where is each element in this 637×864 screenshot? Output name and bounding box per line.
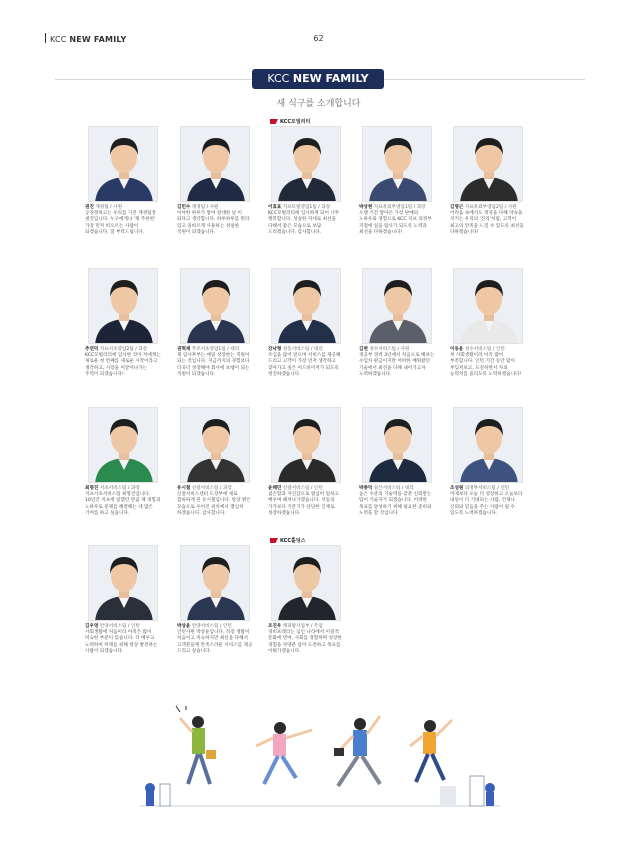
member-description: 조심을 많이 앞으며 서비스를 제공해 드리고 고객이 가장 먼저 생각하고 찾아가고 싶은 어드바이저가 되도록 정진하겠습니다.: [268, 353, 341, 377]
member-photo: [180, 545, 250, 621]
member-info: [85, 347, 161, 378]
member-description: 첫 사회생활이라 아직 많이 부족합니다. 인턴 기간 동안 많이 부딪쳐보고, 도전하면서 자의 능력치를 올리도록 노력하겠습니다!: [450, 353, 522, 377]
title-badge: [252, 69, 384, 89]
member-name: 추연덕: [85, 347, 99, 352]
member-card: [177, 407, 253, 517]
member-photo: [180, 268, 250, 344]
logo-label: KCC모빌리티: [280, 119, 311, 125]
portrait-icon: [454, 127, 523, 202]
member-name: 윤해민: [268, 486, 282, 491]
member-photo: [88, 545, 158, 621]
member-card: [268, 545, 344, 655]
member-description: 경공부 경력 3년에서 처음으로 해보는 수입차 판금이지만 어떠한 배워왔던 기술에서 최선을 다해 내어가고자 노력하겠습니다.: [359, 353, 435, 377]
member-info: [359, 205, 435, 236]
member-name: 이효표: [268, 205, 282, 210]
member-info: [268, 486, 344, 517]
member-title: 안양서비스팀 / 인턴: [191, 624, 232, 629]
member-description: 제 입사후부는 매일 성장한는 직원이 되는 것입니다. 지금까지의 경험보다 더욱더 성장해야 회사에 보탬이 되는 직원이 되겠습니다.: [177, 353, 250, 377]
member-title: 의정부서비스팀 / 인턴: [464, 486, 510, 491]
member-card: [359, 126, 435, 236]
member-name: 김명근: [450, 205, 464, 210]
member-info: [450, 205, 526, 236]
member-title: 푸조서초영업1팀 / 대리: [191, 347, 240, 352]
member-info: [85, 205, 161, 236]
member-photo: [453, 126, 523, 202]
kcc-logo-mark-icon: [270, 538, 278, 543]
member-description: KCC모빌리티에 입사하게 되어 너무 행복합니다. 성실한 자세로 최선을 다해서 좋은 모습으로 보답 드리겠습니다. 감사합니다.: [268, 211, 340, 235]
page-number: 62: [313, 34, 324, 43]
member-name: 조성원: [450, 486, 464, 491]
member-name: 김우영: [85, 624, 99, 629]
member-description: 높은 수준의 기술력을 갖춘 신뢰받는 팀이 기술자가 되겠습니다. 어려한 목표를 달성하기 위해 필요한 준비와 노력을 할 것입니다.: [359, 492, 432, 516]
member-photo: [453, 407, 523, 483]
member-title: 성수서비스팀 / 사원: [369, 347, 410, 352]
member-info: [450, 347, 526, 378]
member-card: [177, 545, 253, 655]
member-description: 어제보다 오늘 더 성장하고 오늘보다 내일이 더 기대되는 사람, 언제나 신뢰와 믿음을 주는 사람이 될 수 있도록 노력하겠습니다.: [450, 492, 523, 516]
member-name: 권진: [85, 205, 94, 210]
member-name: 이동윤: [450, 347, 464, 352]
member-photo: [453, 268, 523, 344]
kcc-logo-mark-icon: [270, 119, 278, 124]
portrait-icon: [272, 127, 341, 202]
portrait-icon: [272, 269, 341, 344]
member-photo: [271, 407, 341, 483]
member-card: [177, 268, 253, 378]
member-card: [177, 126, 253, 236]
title-prefix: KCC: [267, 72, 290, 85]
portrait-icon: [181, 408, 250, 483]
member-title: 신갈서비스팀 / 인턴: [282, 486, 323, 491]
member-description: 어려움 속에서도 정성을 다해 약속을 지키는 우리의 '진리'처럼, 고객이 최고의 만족을 느낄 수 있도록 최선을 다하겠습니다!: [450, 211, 524, 235]
member-title: 지프옥외부영업2팀 / 사원: [464, 205, 517, 210]
member-description: 신갈서비스센터 도장부에 새로 합류하게 된 유시철입니다. 항상 밝은 모습으로 우어진 위치에서 열심히 하겠습니다. 감사합니다.: [177, 492, 251, 516]
member-description: 이야한 하루가 쌓여 창대한 날 이 되다고 생각합니다. 하루하루를 뭐라 있고 올바르게 사용하는 성실한 직원이 되겠습니다.: [177, 211, 250, 235]
running-people-illustration: [140, 706, 500, 810]
member-photo: [271, 126, 341, 202]
portrait-icon: [181, 127, 250, 202]
member-card: [359, 268, 435, 378]
member-description: 겸손함과 자신감으로 열심히 일하고 배우며 헤쳐나가겠습니다. 서동의 가가보다 기본기가 단단한 인재로 성장하겠습니다.: [268, 492, 339, 516]
member-title: 지프옥외부영업1팀 / 과장: [373, 205, 426, 210]
member-description: 지프서초서비스팀 최명진입니다. 10년간 지프에 일했던 만큼 제 경험과 노하우로 문제를 해결해는 데 많은 기여를 하고 싶습니다.: [85, 492, 161, 516]
member-description: 오랜 기간 쌓아온 가장 판매의 노하우와 경험으로 KCC 지프 의정부 지점에 일을 탐사가 되도록 노력과 최선을 다하겠습니다!: [359, 211, 432, 235]
portrait-icon: [89, 269, 158, 344]
header-brand: KCC: [50, 35, 67, 44]
member-info: [359, 486, 435, 517]
member-photo: [362, 407, 432, 483]
member-info: [450, 486, 526, 517]
member-title: 재경팀 / 사원: [95, 205, 123, 210]
member-title: 신갈서비스팀 / 과장: [191, 486, 232, 491]
portrait-icon: [363, 408, 432, 483]
member-info: [359, 347, 435, 378]
member-card: [85, 407, 161, 517]
member-name: 김민수: [177, 205, 191, 210]
member-title: 성동서비스팀 / 대리: [282, 347, 323, 352]
member-info: [177, 624, 253, 655]
member-name: 강낙형: [268, 347, 282, 352]
member-card: [268, 126, 344, 236]
member-card: [359, 407, 435, 517]
member-name: 최명진: [85, 486, 99, 491]
member-info: [85, 624, 161, 655]
member-photo: [180, 407, 250, 483]
member-info: [268, 347, 344, 378]
member-name: 권혁재: [177, 347, 191, 352]
portrait-icon: [272, 408, 341, 483]
portrait-icon: [272, 546, 341, 621]
page-subtitle: 새 식구를 소개합니다: [276, 99, 361, 109]
member-title: 재경팀 / 사원: [191, 205, 219, 210]
member-title: 안양서비스팀 / 인턴: [99, 624, 140, 629]
member-title: 지프서초영업2팀 / 과장: [99, 347, 148, 352]
member-photo: [88, 268, 158, 344]
member-info: [177, 205, 253, 236]
member-description: 경비프레리는 넋인 나라에서 이질적 문화에 면여, 사회를 경험하며 성장한 경험을 자양분 삼아 도전하고 목표를 이뤄가겠습니다.: [268, 630, 342, 654]
portrait-icon: [89, 546, 158, 621]
member-photo: [88, 126, 158, 202]
portrait-icon: [454, 408, 523, 483]
member-name: 김현: [359, 347, 368, 352]
member-name: 박상윤: [177, 624, 191, 629]
header-section: NEW FAMILY: [69, 35, 127, 44]
member-name: 박종덕: [359, 486, 373, 491]
member-title: 성수서비스팀 / 인턴: [464, 347, 505, 352]
member-name: 박상현: [359, 205, 373, 210]
portrait-icon: [89, 127, 158, 202]
logo-label: KCC홀딩스: [280, 538, 306, 544]
member-info: [177, 347, 253, 378]
member-photo: [271, 545, 341, 621]
member-description: KCC모빌리티에 입사한 것이 저에게는 새로운 첫 번째를 새로운 시작이라고 생각하고, 시장을 이끌어나가는 주역이 되겠습니다!: [85, 353, 161, 377]
portrait-icon: [363, 127, 432, 202]
member-photo: [180, 126, 250, 202]
member-photo: [88, 407, 158, 483]
member-card: [268, 407, 344, 517]
portrait-icon: [454, 269, 523, 344]
member-photo: [362, 268, 432, 344]
portrait-icon: [181, 269, 250, 344]
member-description: 공경정하고는 우리를 가진 재경팀장 권진입니다. 누구에게나 '제 푸른한' 가장 먼저 떠오르는 사람이 되겠습니다. 잘 부탁드립니다.: [85, 211, 156, 235]
kcc-mobility-logo: [270, 118, 310, 125]
member-description: 사회생활에 처음이라 아직은 많이 미숙한 부분이 있습니다. 더 배우고 노력하여 미래를 위해 항상 발전하는 사람이 되겠습니다.: [85, 630, 158, 654]
member-name: 조진우: [268, 624, 282, 629]
member-title: 지프모빌영업1팀 / 과장: [282, 205, 331, 210]
title-main: NEW FAMILY: [292, 72, 369, 85]
footer-illustration: [140, 706, 500, 810]
member-card: [85, 545, 161, 655]
member-card: [450, 407, 526, 517]
member-card: [85, 268, 161, 378]
member-photo: [271, 268, 341, 344]
member-photo: [362, 126, 432, 202]
member-name: 유시철: [177, 486, 191, 491]
member-title: 서초서비스팀 / 과장: [99, 486, 140, 491]
member-card: [450, 126, 526, 236]
member-description: 인턴사원 박상윤입니다. 직장 생활이 처음이고 미숙하지만 최선을 다해서 고객분들께 만족스러운 서비스를 제공 드리고 싶습니다.: [177, 630, 253, 654]
kcc-holdings-logo: [270, 537, 305, 544]
member-info: [85, 486, 161, 517]
member-card: [268, 268, 344, 378]
member-title: 캐피탈사업부 / 주임: [282, 624, 323, 629]
member-info: [268, 624, 344, 655]
member-card: [85, 126, 161, 236]
member-title: 일산서비스팀 / 대리: [373, 486, 414, 491]
portrait-icon: [89, 408, 158, 483]
portrait-icon: [181, 546, 250, 621]
member-info: [177, 486, 253, 517]
member-card: [450, 268, 526, 378]
member-info: [268, 205, 344, 236]
portrait-icon: [363, 269, 432, 344]
